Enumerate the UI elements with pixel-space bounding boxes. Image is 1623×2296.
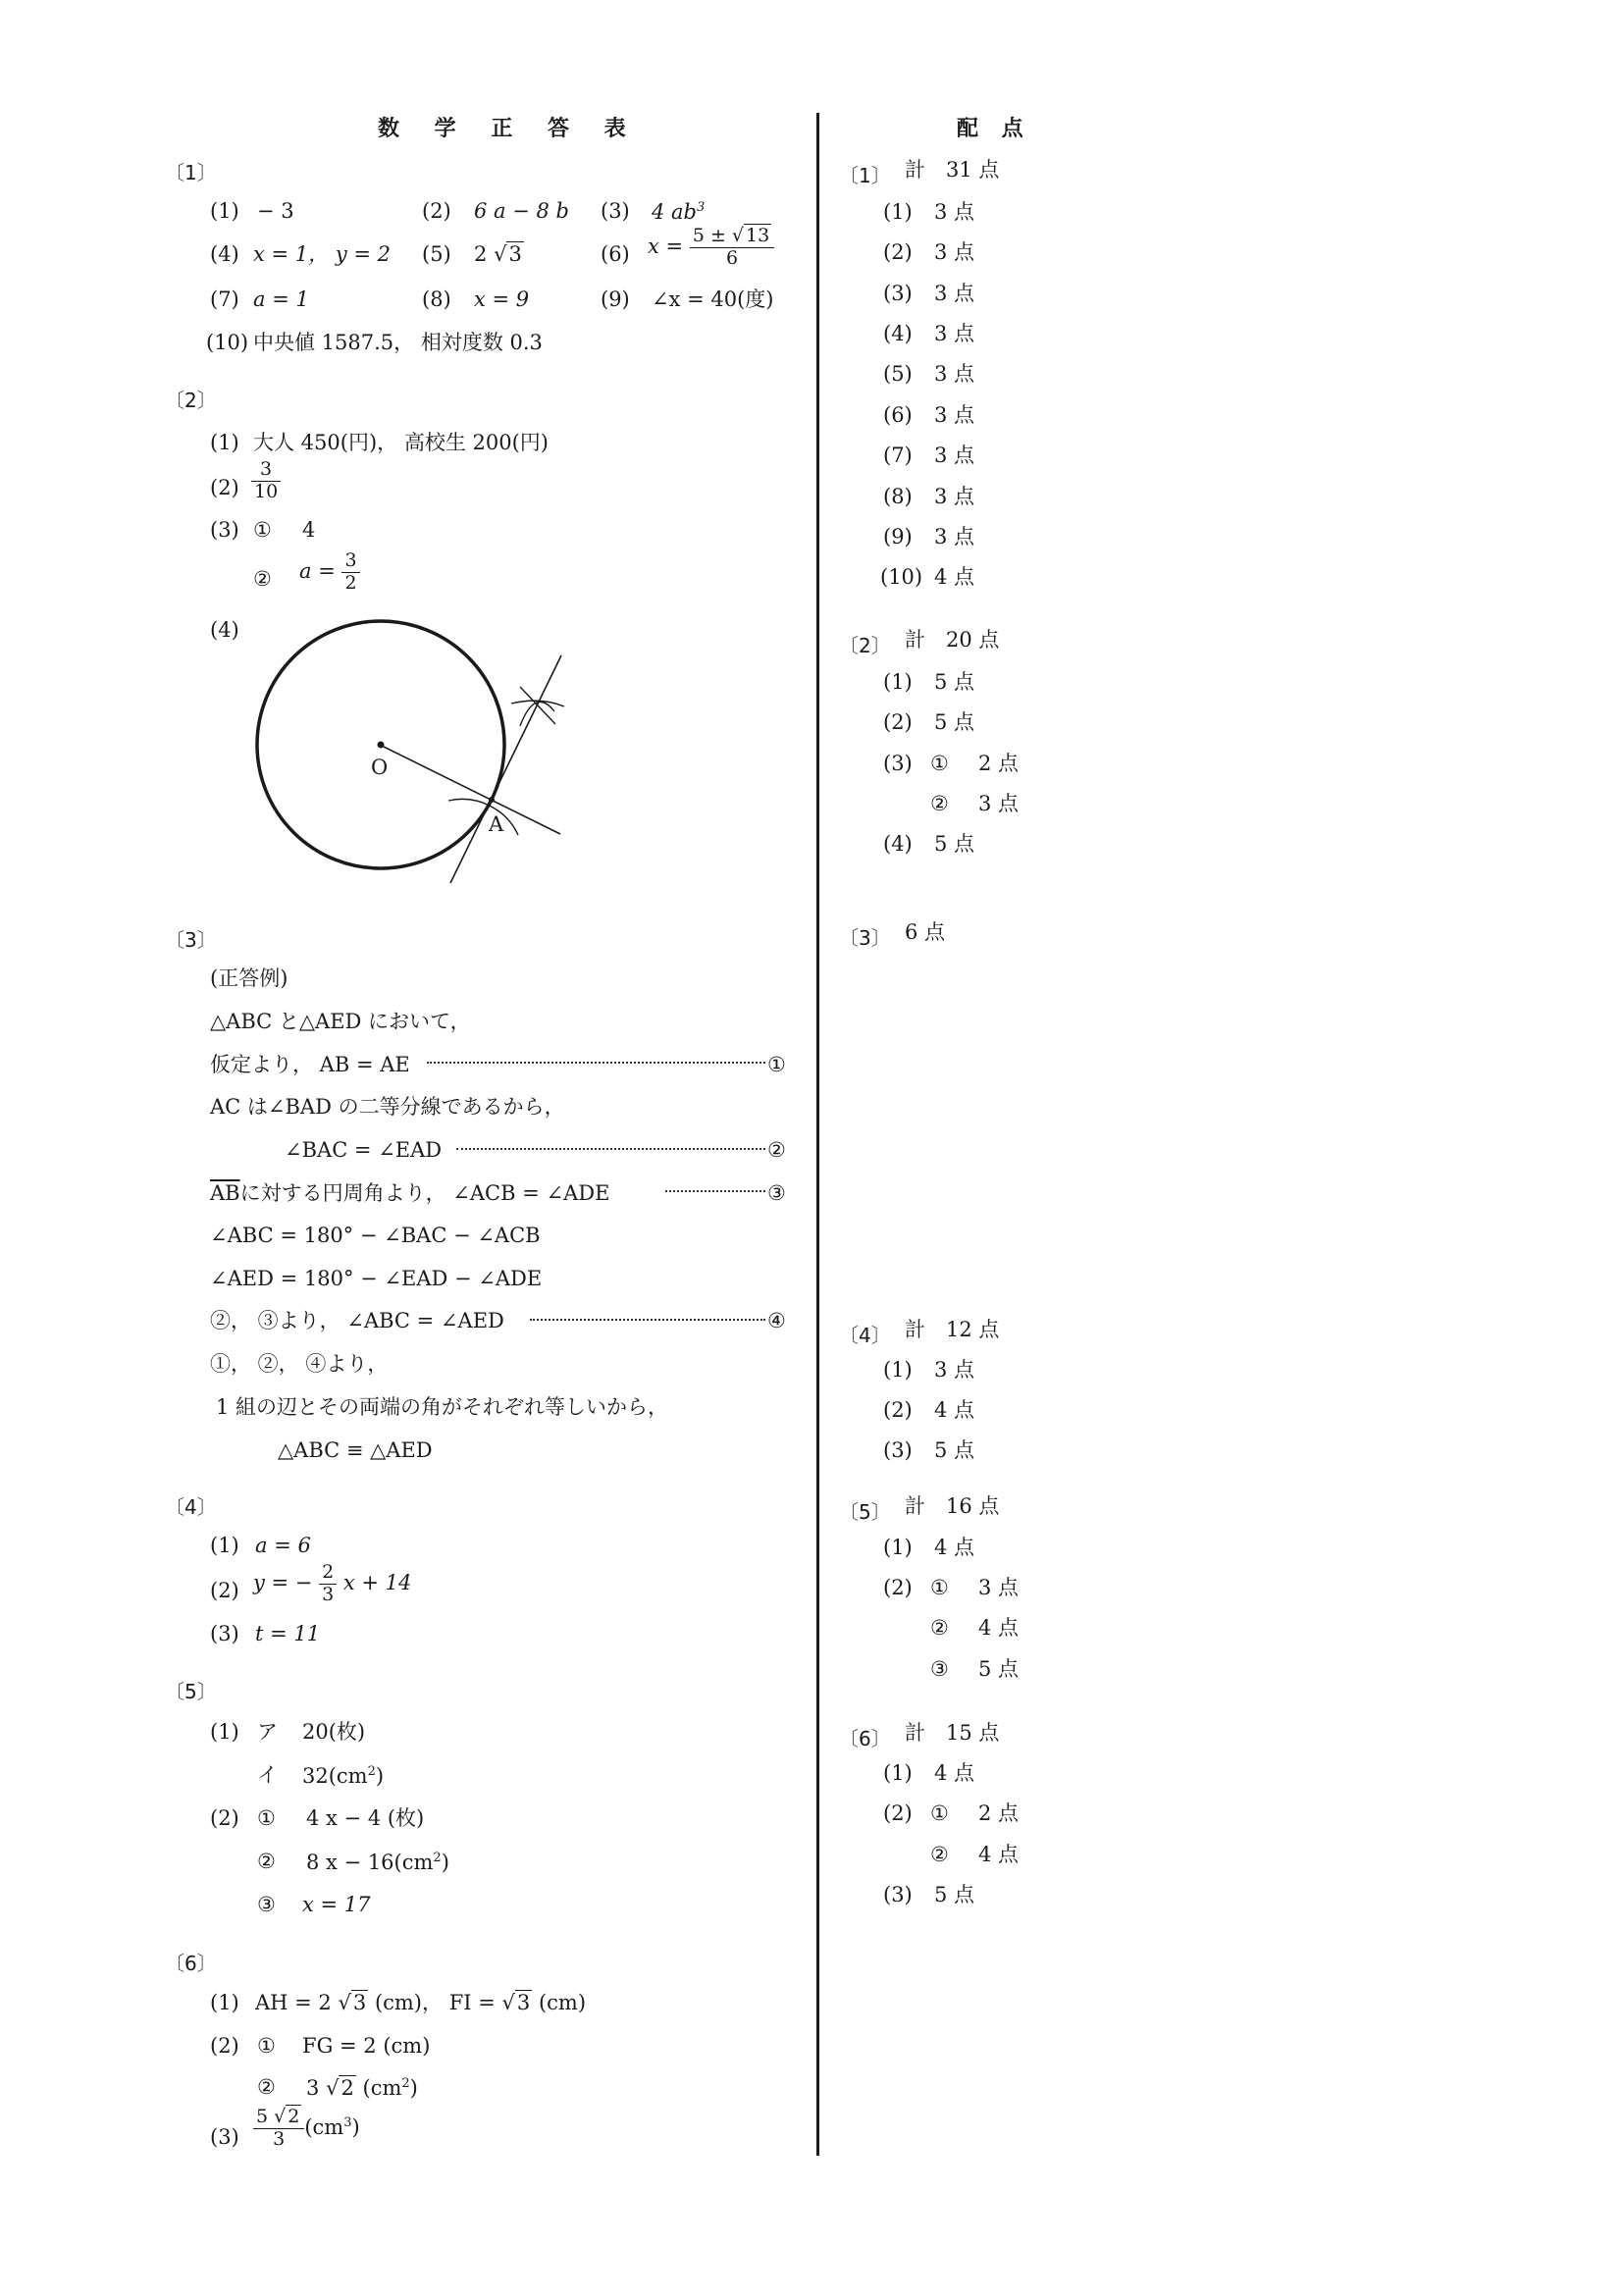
- score-sub-mark: ①: [930, 1576, 949, 1599]
- q-num: (7): [210, 287, 239, 311]
- score-points: 3 点: [978, 792, 1020, 815]
- score-points: 3 点: [934, 282, 975, 305]
- score-points: 5 点: [934, 832, 975, 856]
- score-total: 計 12 点: [905, 1318, 1000, 1341]
- sub-mark: ②: [257, 1850, 276, 1873]
- sub-mark: ②: [253, 567, 272, 591]
- answer-text: 8 $x - 16(cm^2)$: [306, 1851, 449, 1874]
- score-q-num: (8): [883, 485, 913, 508]
- dot-leader: [456, 1148, 765, 1150]
- score-q-num: (3): [883, 282, 913, 305]
- score-points: 3 点: [934, 240, 975, 264]
- proof-conclusion: △ABC ≡ △AED: [278, 1438, 433, 1462]
- score-q-num: (1): [883, 200, 913, 224]
- score-points: 2 点: [978, 752, 1020, 775]
- sub-mark: ①: [257, 2034, 276, 2058]
- answer-text: 4 $ab^3$: [652, 200, 706, 224]
- score-header: 〔6〕: [839, 1727, 891, 1750]
- geometry-construction-figure: [196, 608, 589, 903]
- score-q-num: (4): [883, 832, 913, 856]
- score-total: 6 点: [905, 920, 946, 944]
- score-q-num: (1): [883, 1761, 913, 1785]
- score-total: 計 20 点: [905, 628, 1000, 652]
- proof-line: AC は∠BAD の二等分線であるから，: [210, 1095, 565, 1119]
- answer-text: 3 √ 2 $(cm^2)$: [306, 2077, 418, 2099]
- q-num: (1): [210, 1720, 239, 1744]
- q-num: (10): [206, 331, 249, 354]
- score-sub-mark: ③: [930, 1657, 949, 1681]
- score-points: 4 点: [934, 565, 975, 589]
- score-total: 計 15 点: [905, 1721, 1000, 1745]
- proof-line: ②， ③より， ∠ABC = ∠AED: [210, 1309, 504, 1332]
- score-sub-mark: ①: [930, 752, 949, 775]
- answer-fraction: x = $\frac{5 \pm √ 13}{6}$: [648, 226, 774, 270]
- score-q-num: (2): [883, 240, 913, 264]
- score-points: 3 点: [934, 485, 975, 508]
- q-num: (4): [210, 618, 239, 642]
- section-3-header: 〔3〕: [165, 928, 217, 952]
- sub-mark: イ: [257, 1763, 278, 1787]
- answer-text: t = 11: [255, 1622, 321, 1645]
- sub-mark: ア: [257, 1720, 278, 1744]
- score-points: 3 点: [934, 1358, 975, 1382]
- score-sub-mark: ②: [930, 1616, 949, 1640]
- score-q-num: (3): [883, 752, 913, 775]
- proof-line: ∠ABC = 180° − ∠BAC − ∠ACB: [210, 1224, 541, 1247]
- score-header: 〔1〕: [839, 164, 891, 187]
- proof-line: ①， ②， ④より，: [210, 1352, 389, 1376]
- score-q-num: (4): [883, 322, 913, 345]
- score-sub-mark: ②: [930, 792, 949, 815]
- center-point-o: [378, 742, 385, 749]
- score-points: 5 点: [978, 1657, 1020, 1681]
- score-points: 4 点: [934, 1536, 975, 1559]
- score-header: 〔3〕: [839, 926, 891, 950]
- score-points: 3 点: [978, 1576, 1020, 1599]
- score-points: 3 点: [934, 362, 975, 386]
- label-a: A: [489, 812, 504, 836]
- answer-text: a = 1: [253, 287, 309, 311]
- q-num: (1): [210, 431, 239, 454]
- q-num: (9): [601, 287, 630, 311]
- answer-fraction: y = − $\frac{2}{3}$ x + 14: [253, 1561, 412, 1605]
- score-points: 3 点: [934, 525, 975, 548]
- score-q-num: (6): [883, 403, 913, 427]
- score-q-num: (2): [883, 1398, 913, 1422]
- score-sub-mark: ①: [930, 1801, 949, 1825]
- proof-line: $\overline{AB}$に対する円周角より， ∠ACB = ∠ADE: [210, 1181, 610, 1205]
- score-q-num: (10): [880, 565, 923, 589]
- section-6-header: 〔6〕: [165, 1952, 217, 1975]
- proof-mark: ②: [767, 1138, 786, 1162]
- answer-text: x = 1， y = 2: [253, 242, 391, 266]
- ray-oa: [384, 747, 560, 834]
- q-num: (3): [210, 1622, 239, 1645]
- answer-text: ∠x = 40(度): [652, 287, 774, 311]
- answer-fraction: a = $\frac{3}{2}$: [299, 550, 360, 595]
- q-num: (2): [210, 1579, 239, 1602]
- answer-text: a = 6: [255, 1534, 311, 1557]
- proof-mark: ③: [767, 1181, 786, 1205]
- sub-mark: ③: [257, 1893, 276, 1916]
- proof-line: △ABC と△AED において，: [210, 1010, 471, 1033]
- section-4-header: 〔4〕: [165, 1495, 217, 1519]
- proof-line: ∠AED = 180° − ∠EAD − ∠ADE: [210, 1267, 543, 1290]
- score-q-num: (9): [883, 525, 913, 548]
- q-num: (5): [422, 242, 451, 266]
- answers-title: 数 学 正 答 表: [378, 117, 640, 141]
- score-header: 〔4〕: [839, 1324, 891, 1347]
- answer-text: 中央値 1587.5， 相対度数 0.3: [253, 331, 543, 354]
- answer-text: FG = 2 (cm): [302, 2034, 431, 2058]
- answer-text: x = 17: [302, 1893, 371, 1916]
- q-num: (2): [422, 199, 451, 223]
- column-divider: [816, 113, 819, 2156]
- score-points: 5 点: [934, 710, 975, 734]
- score-sub-mark: ②: [930, 1843, 949, 1866]
- score-q-num: (2): [883, 710, 913, 734]
- q-num: (8): [422, 287, 451, 311]
- score-points: 4 点: [978, 1843, 1020, 1866]
- proof-mark: ④: [767, 1309, 786, 1332]
- q-num: (1): [210, 1991, 239, 2014]
- q-num: (2): [210, 2034, 239, 2058]
- score-points: 4 点: [934, 1761, 975, 1785]
- q-num: (6): [601, 242, 630, 266]
- q-num: (3): [601, 199, 630, 223]
- score-q-num: (2): [883, 1576, 913, 1599]
- answer-text: $32(cm^2)$: [302, 1764, 385, 1788]
- score-q-num: (3): [883, 1438, 913, 1462]
- score-header: 〔5〕: [839, 1500, 891, 1524]
- answer-text: x = 9: [474, 287, 530, 311]
- score-points: 5 点: [934, 1438, 975, 1462]
- score-points: 5 点: [934, 1883, 975, 1906]
- score-points: 3 点: [934, 200, 975, 224]
- dot-leader: [427, 1062, 765, 1064]
- score-q-num: (5): [883, 362, 913, 386]
- answer-text: 6 a − 8 b: [474, 199, 569, 223]
- score-points: 3 点: [934, 444, 975, 467]
- score-q-num: (2): [883, 1801, 913, 1825]
- tangent-line: [450, 655, 561, 883]
- answer-text: − 3: [257, 199, 294, 223]
- proof-line: (正答例): [210, 966, 288, 990]
- answer-fraction: $\frac{3}{10}$: [251, 459, 281, 503]
- score-q-num: (1): [883, 1536, 913, 1559]
- q-num: (2): [210, 476, 239, 499]
- proof-line: 仮定より， AB = AE: [210, 1053, 410, 1076]
- score-points: 3 点: [934, 403, 975, 427]
- answer-fraction: $\frac{5 √ 2}{3}$ $(cm^3)$: [253, 2107, 360, 2151]
- score-total: 計 16 点: [905, 1494, 1000, 1518]
- proof-mark: ①: [767, 1053, 786, 1076]
- score-q-num: (3): [883, 1883, 913, 1906]
- answer-text: 4 x − 4 (枚): [306, 1806, 425, 1830]
- label-o: O: [371, 756, 389, 779]
- answer-text: 大人 450(円)， 高校生 200(円): [253, 431, 549, 454]
- sub-mark: ①: [257, 1806, 276, 1830]
- answer-text: AH = 2 √ 3 (cm)， FI = √ 3 (cm): [255, 1993, 586, 2013]
- answer-text: 4: [302, 518, 316, 542]
- sub-mark: ②: [257, 2075, 276, 2099]
- score-total: 計 31 点: [905, 158, 1000, 182]
- section-2-header: 〔2〕: [165, 389, 217, 412]
- score-points: 2 点: [978, 1801, 1020, 1825]
- point-a: [489, 797, 495, 803]
- score-q-num: (1): [883, 1358, 913, 1382]
- score-points: 4 点: [978, 1616, 1020, 1640]
- q-num: (1): [210, 199, 239, 223]
- q-num: (3): [210, 2125, 239, 2149]
- score-points: 4 点: [934, 1398, 975, 1422]
- dot-leader: [530, 1319, 765, 1321]
- q-num: (2): [210, 1806, 239, 1830]
- q-num: (4): [210, 242, 239, 266]
- score-header: 〔2〕: [839, 634, 891, 657]
- scores-title: 配 点: [957, 117, 1031, 141]
- proof-line: ∠BAC = ∠EAD: [285, 1138, 443, 1162]
- score-points: 3 点: [934, 322, 975, 345]
- dot-leader: [665, 1190, 765, 1192]
- answer-text: 20(枚): [302, 1720, 366, 1744]
- score-points: 5 点: [934, 670, 975, 694]
- score-q-num: (1): [883, 670, 913, 694]
- sub-mark: ①: [253, 518, 272, 542]
- section-1-header: 〔1〕: [165, 161, 217, 184]
- answer-text: 2 √ 3: [474, 244, 524, 265]
- q-num: (3): [210, 518, 239, 542]
- q-num: (1): [210, 1534, 239, 1557]
- score-q-num: (7): [883, 444, 913, 467]
- section-5-header: 〔5〕: [165, 1680, 217, 1703]
- proof-line: 1 組の辺とその両端の角がそれぞれ等しいから，: [216, 1395, 669, 1419]
